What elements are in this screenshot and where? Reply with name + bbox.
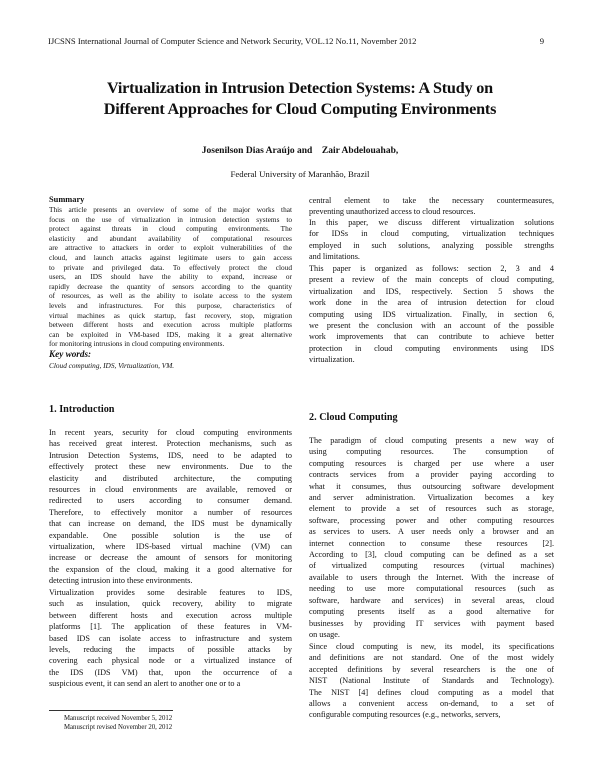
text-line: protect against threats in cloud computing environments. The [49, 224, 292, 234]
text-line: Therefore, to effectively monitor a number of resources [49, 507, 292, 517]
text-line: that can increase on demand, the IDS must be dynamically [49, 519, 292, 529]
title-line: Different Approaches for Cloud Computing Environments [103, 100, 497, 118]
text-line: virtualization. [309, 355, 355, 365]
text-line: between different hosts and execution across multiple [49, 610, 292, 620]
footnote-revised: Manuscript revised November 20, 2012 [64, 724, 173, 731]
keywords-heading: Key words: [49, 349, 92, 359]
text-line: available to users through the Internet. With the increase of [309, 572, 554, 582]
author-list [40, 145, 560, 157]
text-line: In recent years, security for cloud computing environments [49, 428, 292, 437]
keywords-text: Cloud computing, IDS, Virtualization, VM. [49, 361, 175, 370]
text-line: work improvements that can contribute to achieve better [309, 332, 554, 342]
footnote-received: Manuscript received November 5, 2012 [64, 715, 173, 722]
text-line: of virtualized computing resources (virtual machines) [309, 561, 554, 571]
text-line: we present the conclusion with an account of the possible [309, 321, 554, 331]
text-line: focus on the use of virtualization in intrusion detection systems to [49, 214, 292, 224]
text-line: suspicious event, it can send an alert to another one or to a [49, 679, 241, 689]
text-line: as services to users. A user needs only a browser and an [309, 527, 554, 537]
text-line: virtualization and IDS, respectively. Section 5 shows the [309, 286, 554, 296]
text-line: levels and infrastructures. For this purpose, characteristics of [49, 300, 292, 310]
text-line: protection in cloud computing environments using IDS [309, 343, 554, 353]
section-heading: 2. Cloud Computing [309, 412, 398, 423]
text-line: using computing resources. The consumption of [309, 447, 554, 457]
text-line: effectively protect these new environments. Due to the [49, 462, 292, 472]
text-line: According to [3], cloud computing can be defined as a set [309, 550, 554, 560]
paper-title [40, 78, 560, 120]
text-line: elasticity and abundant availability of computational resources [49, 233, 292, 243]
text-line: users, an IDS should have the ability to expand, increase or [49, 272, 292, 282]
text-line: what it consumes, thus outsourcing software development [309, 481, 554, 491]
text-line: are attractive to attackers in order to exploit vulnerabilities of the [49, 243, 292, 253]
text-line: NIST (National Institute of Standards and Technology). [309, 676, 554, 686]
abstract-heading: Summary [49, 195, 85, 204]
text-line: detecting intrusion into these environments. [49, 576, 193, 586]
text-line: Since cloud computing is new, its model, its specifications [309, 642, 554, 651]
paragraph [309, 641, 554, 721]
text-line: and definitions are not standard. One of the most widely [309, 653, 554, 663]
text-line: allows a convenient access on-demand, to a set of [309, 699, 554, 709]
text-line: This paper is organized as follows: section 2, 3 and 4 [309, 264, 554, 273]
text-line: redirected to users according to consumer demand. [49, 496, 292, 506]
text-line: This article presents an overview of some of the major works that [49, 205, 292, 214]
text-line: central element to take the necessary countermeasures, [309, 196, 554, 205]
text-line: computing using IDS virtualization. Finally, in section 6, [309, 309, 554, 319]
text-line: based IDS can isolate access to infrastructure and system [49, 633, 292, 643]
text-line: businesses by providing IT services with payment based [309, 618, 554, 628]
footnote-rule [49, 710, 173, 711]
text-line: In this paper, we discuss different virtualization solutions [309, 218, 554, 227]
text-line: for monitoring intrusions in cloud computing environments. [49, 339, 225, 349]
text-line: computing resources is charged per use where a user [309, 458, 554, 468]
paragraph [49, 587, 292, 690]
author-name: Josenilson Dias Araújo and [201, 146, 313, 156]
running-head [48, 35, 544, 47]
text-line: levels, reducing the impacts of possible attacks by [49, 645, 292, 655]
text-line: on usage. [309, 629, 340, 639]
paragraph [309, 195, 554, 218]
journal-name: IJCSNS International Journal of Computer Science and Network Security, VOL.12 No.11, November 2012 [48, 36, 417, 46]
text-line: employed in such solutions, analyzing possible strengths [309, 240, 554, 250]
text-line: to private and privileged data. To effectively protect the cloud [49, 262, 292, 272]
text-line: and limitations. [309, 252, 360, 262]
affiliation: Federal University of Maranhão, Brazil [230, 169, 370, 179]
text-line: the IDS (IDS VM) that, upon the occurrence of a [49, 667, 292, 677]
text-line: The paradigm of cloud computing presents a new way of [309, 436, 554, 445]
footnotes [64, 714, 294, 732]
paragraph [309, 435, 554, 640]
paragraph [309, 217, 554, 263]
text-line: rapidly decrease the quantity of sensors according to the quantity [49, 281, 292, 291]
text-line: resources in cloud environments are available, removed or [49, 485, 292, 495]
text-line: platforms [1]. The application of these features in VM- [49, 622, 292, 632]
text-line: virtual machines as quick startup, fast recovery, stop, migration [49, 310, 292, 320]
page-number: 9 [539, 36, 544, 46]
text-line: element to provide a set of resources such as storage, [309, 504, 554, 514]
text-line: and server administration. Virtualization becomes a key [309, 493, 554, 503]
text-line: Intrusion Detection Systems, IDS, need to be adapted to [49, 450, 292, 460]
author-name: Zair Abdelouahab, [321, 146, 399, 156]
text-line: work done in the area of intrusion detection for cloud [309, 298, 554, 308]
paragraph [309, 263, 554, 366]
text-line: covering each physical node or a virtualized instance of [49, 656, 292, 666]
text-line: configurable computing resources (e.g., networks, servers, [309, 710, 501, 720]
text-line: needing to use more computational resources (such as [309, 584, 554, 594]
text-line: software, hardware and services) in several areas, cloud [309, 595, 554, 605]
text-line: between different hosts and execution across multiple platforms [49, 320, 292, 330]
section-heading: 1. Introduction [49, 404, 115, 415]
text-line: increase or decrease the amount of sensors for monitoring [49, 553, 292, 563]
paragraph [49, 427, 292, 587]
text-line: for IDSs in cloud computing, virtualization techniques [309, 229, 554, 239]
text-line: such as insulation, quick recovery, ability to migrate [49, 599, 292, 609]
text-line: Virtualization provides some desirable features to IDS, [49, 588, 292, 597]
title-line: Virtualization in Intrusion Detection Systems: A Study on [107, 79, 493, 97]
text-line: present a review of the main concepts of cloud computing, [309, 275, 554, 285]
text-line: has received great interest. Protection mechanisms, such as [49, 439, 292, 449]
text-line: virtualization, where IDS-based virtual machine (VM) can [49, 542, 292, 552]
text-line: The NIST [4] defines cloud computing as a model that [309, 687, 554, 697]
text-line: accepted definitions by several researchers is the one of [309, 664, 554, 674]
text-line: internet connection to consume these resources [2]. [309, 538, 554, 548]
text-line: can be exploited in VM-based IDS, making it a great alternative [49, 329, 292, 339]
text-line: computing presents itself as a good alternative for [309, 607, 554, 617]
text-line: expandable. One possible solution is the use of [49, 530, 292, 540]
text-line: the expansion of the cloud, making it a good alternative for [49, 564, 292, 574]
abstract-text [49, 205, 292, 349]
text-line: contracts services from a provider paying according to [309, 470, 554, 480]
text-line: preventing unauthorized access to cloud resources. [309, 207, 476, 217]
text-line: software, processing power and other computing resources [309, 515, 554, 525]
text-line: elasticity and distributed architecture, the computing [49, 473, 292, 483]
text-line: of resources, as well as the ability to isolate access to the system [49, 291, 292, 301]
text-line: cloud, and launch attacks against legitimate users to gain access [49, 252, 292, 262]
